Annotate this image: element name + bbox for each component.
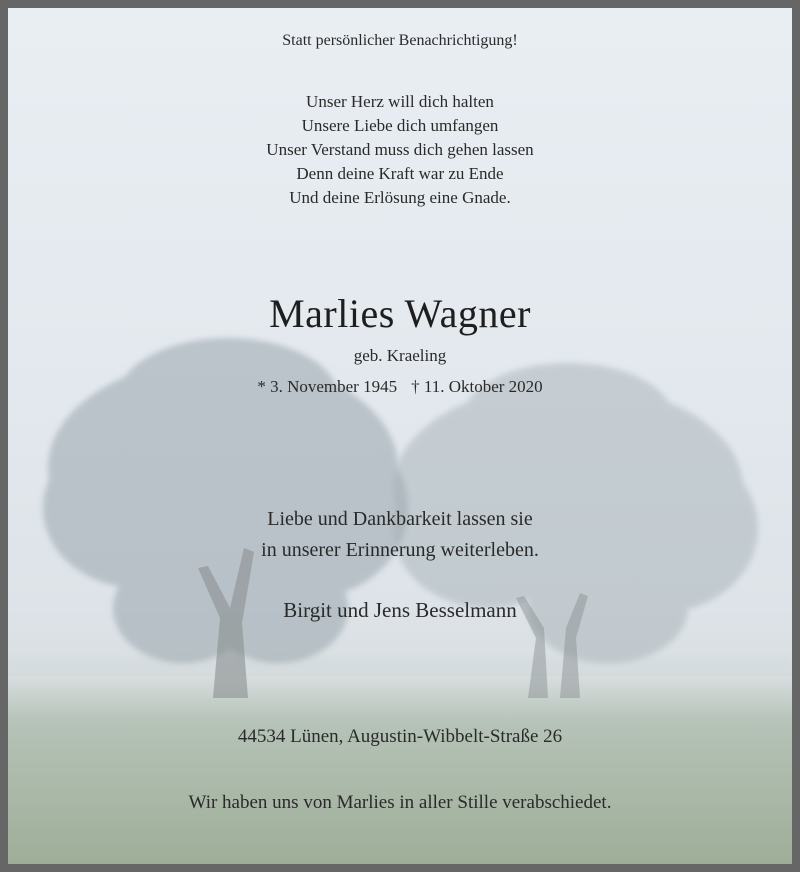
death-date: † 11. Oktober 2020	[411, 377, 543, 396]
poem-line: Unsere Liebe dich umfangen	[301, 116, 499, 135]
notice-header: Statt persönlicher Benachrichtigung!	[282, 32, 518, 49]
address: 44534 Lünen, Augustin-Wibbelt-Straße 26	[237, 726, 563, 747]
birth-name: geb. Kraeling	[353, 346, 447, 365]
poem-line: Denn deine Kraft war zu Ende	[296, 164, 504, 183]
birth-date: * 3. November 1945	[257, 377, 398, 396]
obituary-card	[8, 8, 792, 864]
deceased-name: Marlies Wagner	[269, 291, 531, 336]
poem-line: Unser Herz will dich halten	[306, 92, 494, 111]
poem-line: Und deine Erlösung eine Gnade.	[289, 188, 511, 207]
remembrance-text	[8, 504, 792, 566]
poem	[8, 90, 792, 210]
closing-note: Wir haben uns von Marlies in aller Stille verabschiedet.	[188, 792, 612, 813]
poem-line: Unser Verstand muss dich gehen lassen	[266, 140, 534, 159]
remembrance-line: Liebe und Dankbarkeit lassen sie	[267, 508, 533, 530]
life-dates	[8, 377, 792, 397]
mourners: Birgit und Jens Besselmann	[283, 598, 517, 622]
remembrance-line: in unserer Erinnerung weiterleben.	[261, 539, 539, 561]
